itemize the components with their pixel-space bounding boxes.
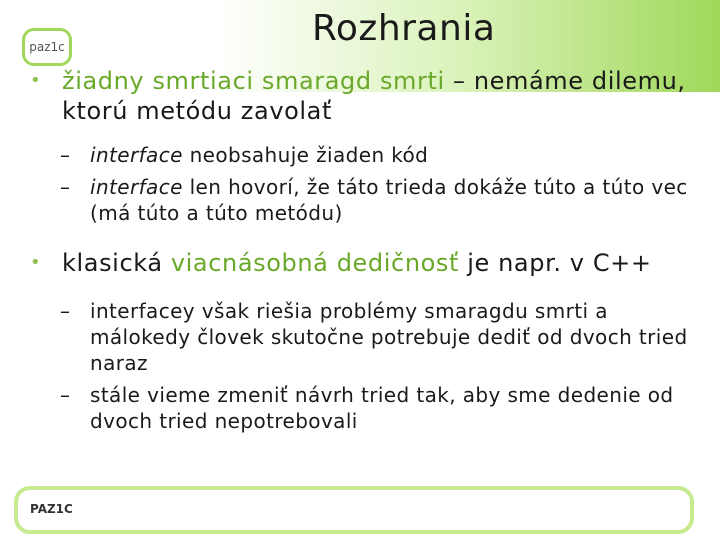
sub-bullet-1-1-text: neobsahuje žiaden kód <box>182 143 429 167</box>
bullet-2-highlight: viacnásobná dedičnosť <box>170 249 460 277</box>
bullet-1-text: – nemáme dilemu, ktorú metódu zavolať <box>62 67 686 125</box>
footer-bar <box>14 486 694 534</box>
sub-bullet-2-1-text: interfacey však riešia problémy smaragdu smrti a málokedy človek skutočne potrebuje dediť od dvoch tried naraz <box>90 299 688 375</box>
bullet-dot-icon: • <box>30 70 42 91</box>
bullet-2-post: je napr. v C++ <box>459 249 652 277</box>
dash-icon: – <box>60 143 71 167</box>
bullet-1 <box>30 66 690 126</box>
bullet-dot-icon: • <box>30 252 42 273</box>
sub-bullet-1-1-em: interface <box>90 143 183 167</box>
bullet-2 <box>30 248 690 278</box>
sub-bullet-2-2 <box>30 382 690 434</box>
bullet-2-pre: klasická <box>62 249 171 277</box>
sub-bullet-1-2-em: interface <box>90 175 183 199</box>
sub-bullet-2-2-text: stále vieme zmeniť návrh tried tak, aby sme dedenie od dvoch tried nepotrebovali <box>90 383 674 433</box>
bullet-1-highlight: žiadny smrtiaci smaragd smrti <box>62 67 445 95</box>
sub-bullet-2-1 <box>30 298 690 376</box>
slide-content <box>30 66 690 434</box>
dash-icon: – <box>60 175 71 199</box>
sub-bullet-1-1 <box>30 142 690 168</box>
dash-icon: – <box>60 383 71 407</box>
logo-text: paz1c <box>29 40 65 54</box>
slide-title: Rozhrania <box>312 8 496 49</box>
course-logo-badge <box>22 28 72 66</box>
dash-icon: – <box>60 299 71 323</box>
footer-label: PAZ1C <box>30 502 73 516</box>
sub-bullet-1-2-text: len hovorí, že táto trieda dokáže túto a túto vec (má túto a túto metódu) <box>90 175 688 225</box>
sub-bullet-1-2 <box>30 174 690 226</box>
